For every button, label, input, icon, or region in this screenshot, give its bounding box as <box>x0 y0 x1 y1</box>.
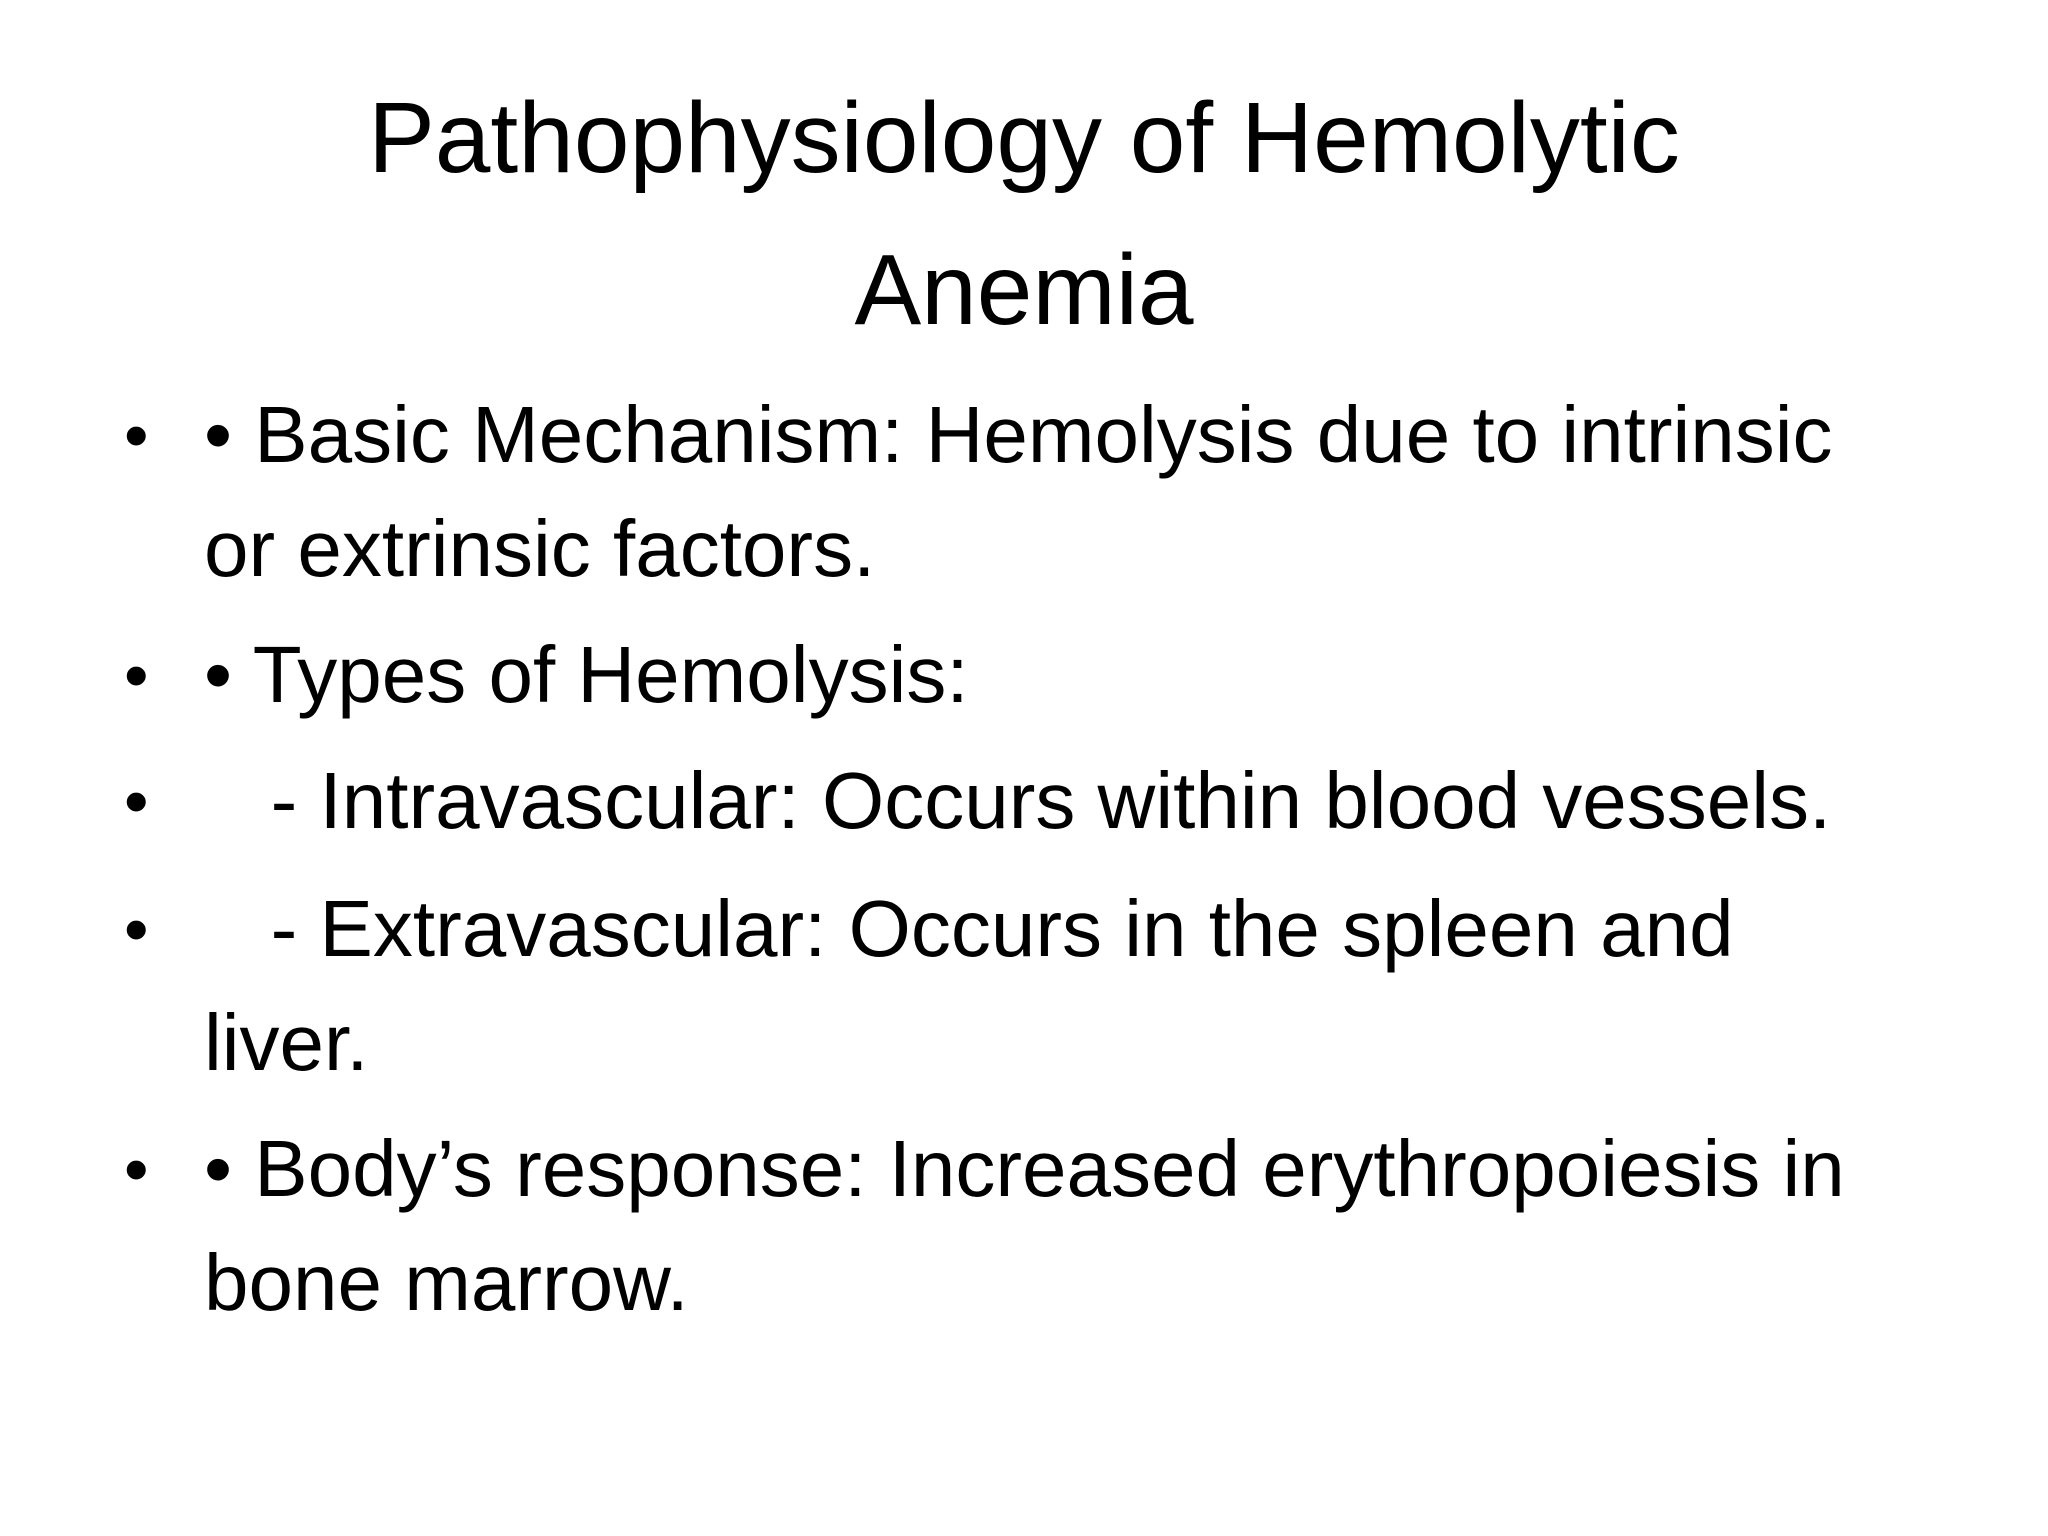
bullet-marker: • <box>124 636 149 714</box>
bullet-text-line: - Intravascular: Occurs within blood vessels. <box>204 756 1832 845</box>
slide-title-line-2: Anemia <box>854 234 1194 346</box>
bullet-text <box>204 618 1964 732</box>
bullet-text-line: liver. <box>204 998 369 1087</box>
bullet-text-line: or extrinsic factors. <box>204 504 876 593</box>
bullet-text-line: • Basic Mechanism: Hemolysis due to intrinsic <box>204 390 1833 479</box>
bullet-marker: • <box>124 396 149 474</box>
bullet-text-line: bone marrow. <box>204 1238 689 1327</box>
bullet-marker: • <box>124 762 149 840</box>
slide-title-line-1: Pathophysiology of Hemolytic <box>368 82 1680 194</box>
bullet-text <box>204 1112 1964 1340</box>
bullet-text-line: - Extravascular: Occurs in the spleen and <box>204 884 1734 973</box>
bullet-marker: • <box>124 890 149 968</box>
bullet-marker: • <box>124 1130 149 1208</box>
bullet-text <box>204 744 1964 858</box>
bullet-text <box>204 378 1964 606</box>
bullet-text-line: • Types of Hemolysis: <box>204 630 969 719</box>
bullet-text-line: • Body’s response: Increased erythropoiesis in <box>204 1124 1845 1213</box>
bullet-text <box>204 872 1964 1100</box>
